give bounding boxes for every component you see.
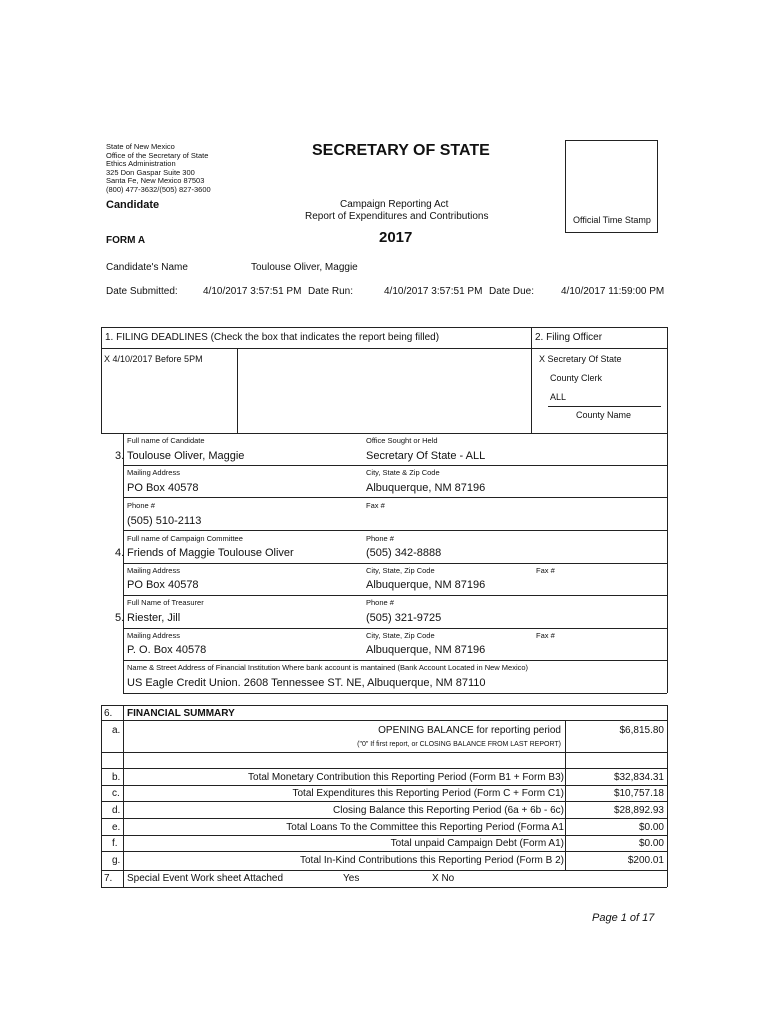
parties-rule <box>123 628 667 629</box>
agency-line: Santa Fe, New Mexico 87503 <box>106 176 205 185</box>
bank-value: US Eagle Credit Union. 2608 Tennessee ST. NE, Albuquerque, NM 87110 <box>127 677 486 689</box>
county-name-rule <box>548 406 661 407</box>
deadline-entry[interactable]: X 4/10/2017 Before 5PM <box>104 354 203 364</box>
parties-right-rule <box>667 433 668 693</box>
stamp-label: Official Time Stamp <box>573 215 651 225</box>
treasurer-city: Albuquerque, NM 87196 <box>366 644 486 656</box>
summary-letter: f. <box>112 838 118 849</box>
treasurer-city-label: City, State, Zip Code <box>366 631 435 640</box>
committee-phone-label: Phone # <box>366 534 394 543</box>
summary-bottom-rule <box>101 887 667 888</box>
summary-row-label: Total Monetary Contribution this Reporting Period (Form B1 + Form B3) <box>248 772 564 783</box>
candidate-heading: Candidate <box>106 199 160 211</box>
summary-title: FINANCIAL SUMMARY <box>127 708 235 719</box>
officer-county-clerk[interactable]: County Clerk <box>550 373 603 383</box>
candidate-phone: (505) 510-2113 <box>127 515 202 527</box>
bank-label: Name & Street Address of Financial Institution Where bank account is mantained (Bank Account Located in New Mexico) <box>127 663 529 672</box>
summary-value-rule <box>565 720 566 871</box>
parties-rule <box>123 530 667 531</box>
committee-phone: (505) 342-8888 <box>366 547 442 559</box>
filing-top-rule <box>101 327 667 328</box>
summary-letter: b. <box>112 772 121 783</box>
candidate-city-label: City, State & Zip Code <box>366 468 440 477</box>
subtitle-act: Campaign Reporting Act <box>340 199 449 210</box>
committee-mail-label: Mailing Address <box>127 566 180 575</box>
committee-full-name-label: Full name of Campaign Committee <box>127 534 243 543</box>
officer-all: ALL <box>550 392 567 402</box>
summary-row-value: $200.01 <box>627 855 664 866</box>
date-run-value: 4/10/2017 3:57:51 PM <box>384 286 483 297</box>
parties-rule <box>123 595 667 596</box>
summary-rule <box>101 752 667 753</box>
committee-city-label: City, State, Zip Code <box>366 566 435 575</box>
treasurer-fax-label: Fax # <box>536 631 555 640</box>
summary-rule <box>101 785 667 786</box>
summary-letter: e. <box>112 822 121 833</box>
committee-city: Albuquerque, NM 87196 <box>366 579 486 591</box>
page-number: Page 1 of 17 <box>592 912 655 924</box>
agency-line: (800) 477-3632/(505) 827-3600 <box>106 184 211 194</box>
treasurer-mail-label: Mailing Address <box>127 631 180 640</box>
date-run-label: Date Run: <box>308 286 354 297</box>
county-name-label: County Name <box>576 410 632 420</box>
candidate-name-label: Candidate's Name <box>106 262 188 273</box>
treasurer-full-name-label: Full Name of Treasurer <box>127 598 204 607</box>
agency-line: Ethics Administration <box>106 159 176 168</box>
filing-divider-1 <box>237 348 238 433</box>
summary-row-label: Total In-Kind Contributions this Reporting Period (Form B 2) <box>299 855 564 866</box>
summary-row-label: Closing Balance this Reporting Period (6a + 6b - 6c) <box>333 805 564 816</box>
summary-row-value: $10,757.18 <box>613 788 664 799</box>
treasurer-mail: P. O. Box 40578 <box>127 644 207 656</box>
agency-line: 325 Don Gaspar Suite 300 <box>106 167 195 177</box>
summary-row-label: Total Loans To the Committee this Reporting Period (Forma A1 <box>286 822 564 833</box>
filing-bottom-rule <box>101 433 667 434</box>
candidate-city: Albuquerque, NM 87196 <box>366 482 486 494</box>
candidate-phone-label: Phone # <box>127 501 155 510</box>
filing-deadlines-label: 1. FILING DEADLINES (Check the box that indicates the report being filled) <box>105 332 440 343</box>
summary-rule <box>101 870 667 871</box>
agency-address <box>106 143 211 194</box>
opening-balance-label: OPENING BALANCE for reporting period <box>378 725 561 736</box>
date-due-value: 4/10/2017 11:59:00 PM <box>561 286 665 297</box>
date-submitted-label: Date Submitted: <box>106 286 178 297</box>
summary-rule <box>101 818 667 819</box>
committee-full-name: Friends of Maggie Toulouse Oliver <box>127 547 294 559</box>
treasurer-phone-label: Phone # <box>366 598 394 607</box>
filing-officer-label: 2. Filing Officer <box>535 332 603 343</box>
summary-rule <box>101 768 667 769</box>
summary-letter: a. <box>112 725 121 736</box>
office-sought-label: Office Sought or Held <box>366 436 438 445</box>
summary-rule <box>101 720 667 721</box>
summary-rule <box>101 835 667 836</box>
summary-letter: c. <box>112 788 120 799</box>
subtitle-report: Report of Expenditures and Contributions <box>305 211 489 222</box>
form-label: FORM A <box>106 235 146 246</box>
special-event-yes[interactable]: Yes <box>343 873 360 884</box>
special-event-label: Special Event Work sheet Attached <box>127 873 284 884</box>
section-number: 3. <box>115 450 125 462</box>
summary-top-rule <box>101 705 667 706</box>
summary-row-label: Total unpaid Campaign Debt (Form A1) <box>390 838 564 849</box>
committee-fax-label: Fax # <box>536 566 555 575</box>
filing-header-rule <box>101 348 667 349</box>
page-title: SECRETARY OF STATE <box>312 142 490 159</box>
summary-row-label: Total Expenditures this Reporting Period (Form C + Form C1) <box>292 788 564 799</box>
filing-left-rule <box>101 327 102 433</box>
summary-letter: d. <box>112 805 121 816</box>
filing-divider-2 <box>531 327 532 433</box>
committee-mail: PO Box 40578 <box>127 579 199 591</box>
summary-letter-rule <box>123 705 124 887</box>
parties-rule <box>123 497 667 498</box>
candidate-office: Secretary Of State - ALL <box>366 450 486 462</box>
treasurer-full-name: Riester, Jill <box>127 612 181 624</box>
summary-row-value: $28,892.93 <box>613 805 664 816</box>
summary-row-value: $0.00 <box>638 822 664 833</box>
candidate-name-value: Toulouse Oliver, Maggie <box>251 262 358 273</box>
candidate-fax-label: Fax # <box>366 501 385 510</box>
agency-line: State of New Mexico <box>106 142 175 151</box>
opening-balance-note: ("0" If first report, or CLOSING BALANCE FROM LAST REPORT) <box>357 741 561 748</box>
summary-number: 6. <box>104 708 113 719</box>
parties-rule <box>123 563 667 564</box>
parties-bottom-rule <box>123 693 667 694</box>
candidate-full-name: Toulouse Oliver, Maggie <box>127 450 245 462</box>
section-number: 5. <box>115 612 125 624</box>
candidate-full-name-label: Full name of Candidate <box>127 436 205 445</box>
summary-rule <box>101 851 667 852</box>
summary-right-rule <box>667 705 668 887</box>
special-event-number: 7. <box>104 873 113 884</box>
summary-left-rule <box>101 705 102 887</box>
date-due-label: Date Due: <box>489 286 535 297</box>
summary-letter: g. <box>112 855 121 866</box>
parties-rule <box>123 465 667 466</box>
officer-secretary-of-state[interactable]: X Secretary Of State <box>539 354 622 364</box>
treasurer-phone: (505) 321-9725 <box>366 612 442 624</box>
candidate-mail-label: Mailing Address <box>127 468 180 477</box>
report-year: 2017 <box>379 229 413 246</box>
summary-row-value: $0.00 <box>638 838 664 849</box>
section-number: 4. <box>115 547 125 559</box>
parties-rule <box>123 660 667 661</box>
filing-right-rule <box>667 327 668 433</box>
candidate-mail: PO Box 40578 <box>127 482 199 494</box>
agency-line: Office of the Secretary of State <box>106 150 209 160</box>
date-submitted-value: 4/10/2017 3:57:51 PM <box>203 286 302 297</box>
opening-balance-value: $6,815.80 <box>619 725 664 736</box>
summary-row-value: $32,834.31 <box>613 772 664 783</box>
special-event-no[interactable]: X No <box>432 873 455 884</box>
summary-rule <box>101 801 667 802</box>
